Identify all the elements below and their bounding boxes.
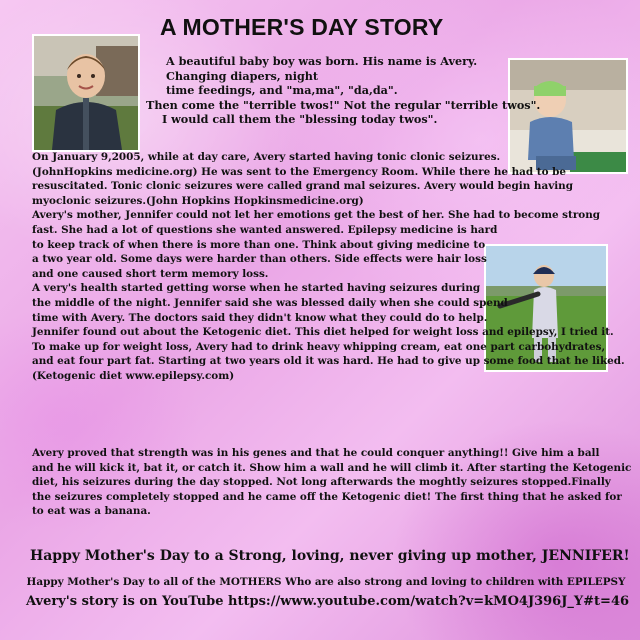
story-line: fast. She had a lot of questions she wanted answered. Epilepsy medicine is hard <box>32 223 498 236</box>
story-line: resuscitated. Tonic clonic seizures were called grand mal seizures. Avery would begin having <box>32 180 574 193</box>
story-line: and one caused short term memory loss. <box>32 267 269 280</box>
story-line: and eat four part fat. Starting at two years old it was hard. He had to give up some food that he liked. <box>32 355 625 368</box>
story-line: To make up for weight loss, Avery had to drink heavy whipping cream, eat one part carbohydrates, <box>32 340 606 353</box>
youtube-link-line: Avery's story is on YouTube https://www.youtube.com/watch?v=kMO4J396J_Y#t=46 <box>26 594 630 609</box>
proved-line: Avery proved that strength was in his genes and that he could conquer anything!! Give him a ball <box>32 447 600 459</box>
story-line: (JohnHopkins medicine.org) He was sent to the Emergency Room. While there he had to be <box>32 165 567 178</box>
story-line: the middle of the night. Jennifer said she was blessed daily when she could spend <box>32 296 508 309</box>
happy-mothers-day-jennifer: Happy Mother's Day to a Strong, loving, never giving up mother, JENNIFER! <box>30 548 630 564</box>
intro-block <box>146 54 541 127</box>
proved-line: to eat was a banana. <box>32 505 151 518</box>
intro-line: Then come the "terrible twos!" Not the regular "terrible twos". <box>146 97 541 112</box>
story-line: a two year old. Some days were harder than others. Side effects were hair loss <box>32 253 487 266</box>
proved-line: the seizures completely stopped and he came off the Ketogenic diet! The first thing that he asked for <box>32 490 622 503</box>
story-line: (Ketogenic diet www.epilepsy.com) <box>32 369 235 382</box>
intro-line: A beautiful baby boy was born. His name is Avery. <box>166 54 478 68</box>
story-line: Jennifer found out about the Ketogenic diet. This diet helped for weight loss and epilepsy, I tried it. <box>32 326 614 339</box>
proved-line: diet, his seizures during the day stopped. Not long afterwards the moghtly seizures stopped.Finally <box>32 476 611 489</box>
story-line: Avery's mother, Jennifer could not let her emotions get the best of her. She had to become strong <box>32 209 601 222</box>
proved-line: and he will kick it, bat it, or catch it. Show him a wall and he will climb it. After starting the Ketogenic <box>32 461 632 474</box>
story-line: myoclonic seizures.(John Hopkins Hopkinsmedicine.org) <box>32 194 364 207</box>
story-line: to keep track of when there is more than one. Think about giving medicine to <box>32 238 486 251</box>
intro-line: I would call them the "blessing today twos". <box>162 112 438 127</box>
happy-mothers-day-all: Happy Mother's Day to all of the MOTHERS Who are also strong and loving to children with EPILEPSY <box>26 576 626 588</box>
story-line: On January 9,2005, while at day care, Avery started having tonic clonic seizures. <box>32 151 501 163</box>
story-line: A very's health started getting worse when he started having seizures during <box>32 282 481 295</box>
story-block <box>32 150 625 384</box>
story-line: time with Avery. The doctors said they didn't know what they could do to help. <box>32 311 488 324</box>
intro-line: time feedings, and "ma,ma", "da,da". <box>166 83 398 98</box>
intro-line: Changing diapers, night <box>166 68 319 83</box>
photo-boy-portrait <box>32 34 140 152</box>
page-title: A MOTHER'S DAY STORY <box>160 14 444 40</box>
proved-block <box>32 446 631 519</box>
